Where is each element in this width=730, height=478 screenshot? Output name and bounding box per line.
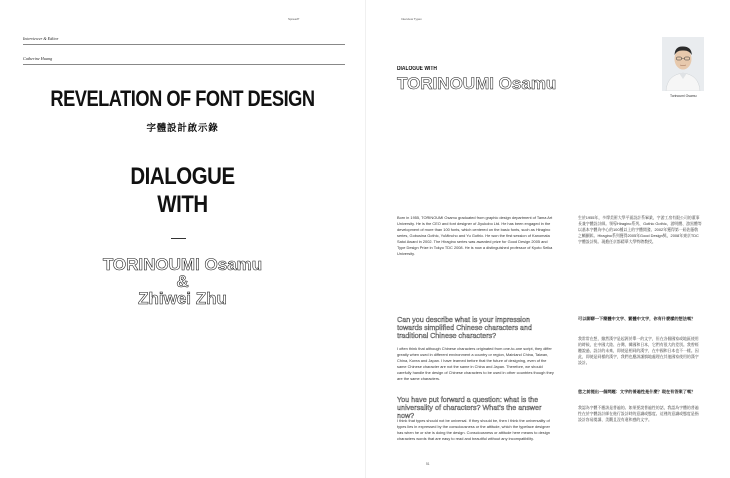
heading-dash (171, 238, 186, 239)
running-head-left: Spread? (288, 17, 300, 21)
question-1-english: Can you describe what is your impression towards simplified Chinese characters and traditional Chinese characters? (397, 315, 533, 340)
question-1-chinese: 可以聊聊一下簡體中文字、繁體中文字，你有什麼樣的想法嗎？ (578, 316, 696, 321)
page-title: REVELATION OF FONT DESIGN (50, 86, 315, 111)
portrait-photo (662, 37, 704, 91)
bio-chinese: 生於1955年，多摩美術大學平面設計系畢業，字游工房有限公司的董事長兼字體設計師。領導Hiragino系列、Gothic Gothic、游明體、游黑體等以基本字體為中心的100種以上的字體開發。2002年獲得第一屆佐藤敬之輔顯彰。Hiragino系列獲得2005年Good Design獎，2008年東京TDC字體設計獎。現擔任京都精華大學特聘教授。 (578, 215, 702, 244)
dialogue-heading-line2: WITH (157, 191, 208, 218)
question-2-english: You have put forward a question: what is the universality of characters? What's the answer now? (397, 395, 542, 420)
portrait-illustration (662, 37, 704, 91)
answer-2-chinese: 我認為字體不應該是普遍的。如果要說普遍性的話，我認為字體的普遍性在於字體設計師在進行設計時的意識或態度。這裡的意識或態度是指設計容易閱讀、美觀且沒有違和感的文字。 (578, 405, 699, 422)
answer-2-english: I think that types should not be universal. If they should be, then I think the universality of types lies in expressed by the consciousness or the attitude, which the typeface designer has when he or she is doing the design. Consciousness or attitude here means to design characters words that are easy to read and beautiful without any incompatibility. (397, 418, 550, 441)
answer-1-english: I often think that although Chinese characters originated from one-to-one script, they differ greatly when used in different environment a country or region, Mainland China, Taiwan, China, Korea and Japan. I have learned before that the future of designing, even of the same Chinese character are not the same in China and Japan. Therefore, we should carefully handle the design of Chinese characters to be used in other countries though they are the same characters. (397, 346, 554, 381)
running-head-right: Interview Typex (401, 17, 422, 21)
page-title-chinese: 字體設計啟示錄 (146, 123, 219, 134)
photo-caption: Torinoumi Osamu (670, 94, 697, 98)
divider-rule (23, 44, 345, 45)
question-2-chinese: 您之前提出一個問題：文字的普遍性是什麼？現在有答案了嗎？ (578, 389, 696, 394)
interviewer-name: Catherine Huang (23, 56, 53, 61)
divider-rule (23, 64, 345, 65)
ampersand-outline: & (176, 272, 189, 291)
section-subhead: DIALOGUE WITH (397, 66, 437, 72)
right-page (365, 0, 730, 478)
dialogue-heading-line1: DIALOGUE (130, 163, 235, 190)
section-name-outline: TORINOUMI Osamu (397, 74, 557, 93)
answer-1-chinese: 我常常在想，雖然漢字是起源於單一的文字，但在各個國家或地區使用的時候，在中國大陸、台灣、韓國和日本，它們有很大的差別。我曾經聽說過，設計的未來，即使是相同的漢字，在中國和日本也不一樣。因此，即使是同樣的漢字，我們也應該謹慎地處理在其他國家使用的漢字設計。 (578, 336, 699, 365)
interviewee-name-outline: TORINOUMI Osamu (102, 255, 263, 274)
interviewer-role-label: Interviewer & Editor (23, 36, 59, 41)
bio-english: Born in 1955, TORINOUMI Osamu graduated from graphic design department of Tama Art University. He is the CEO and font designer of Jiyukobo Ltd. He has been engaged in the development of more than 100 fonts, which centered on the basic fonts, such as Hiragino series, Gobusina Gothic, YuMincho and Yu Gothic. He won the first session of Kanomata Satoi Award in 2002. The Hiragino series was awarded prize for Good Design 2005 and Type Design Prize in Tokyo TDC 2008. He is now a distinguished professor of Kyoto Seika University. (397, 215, 553, 256)
second-name-outline: Zhiwei Zhu (138, 289, 227, 308)
page-number: 51 (426, 462, 430, 466)
